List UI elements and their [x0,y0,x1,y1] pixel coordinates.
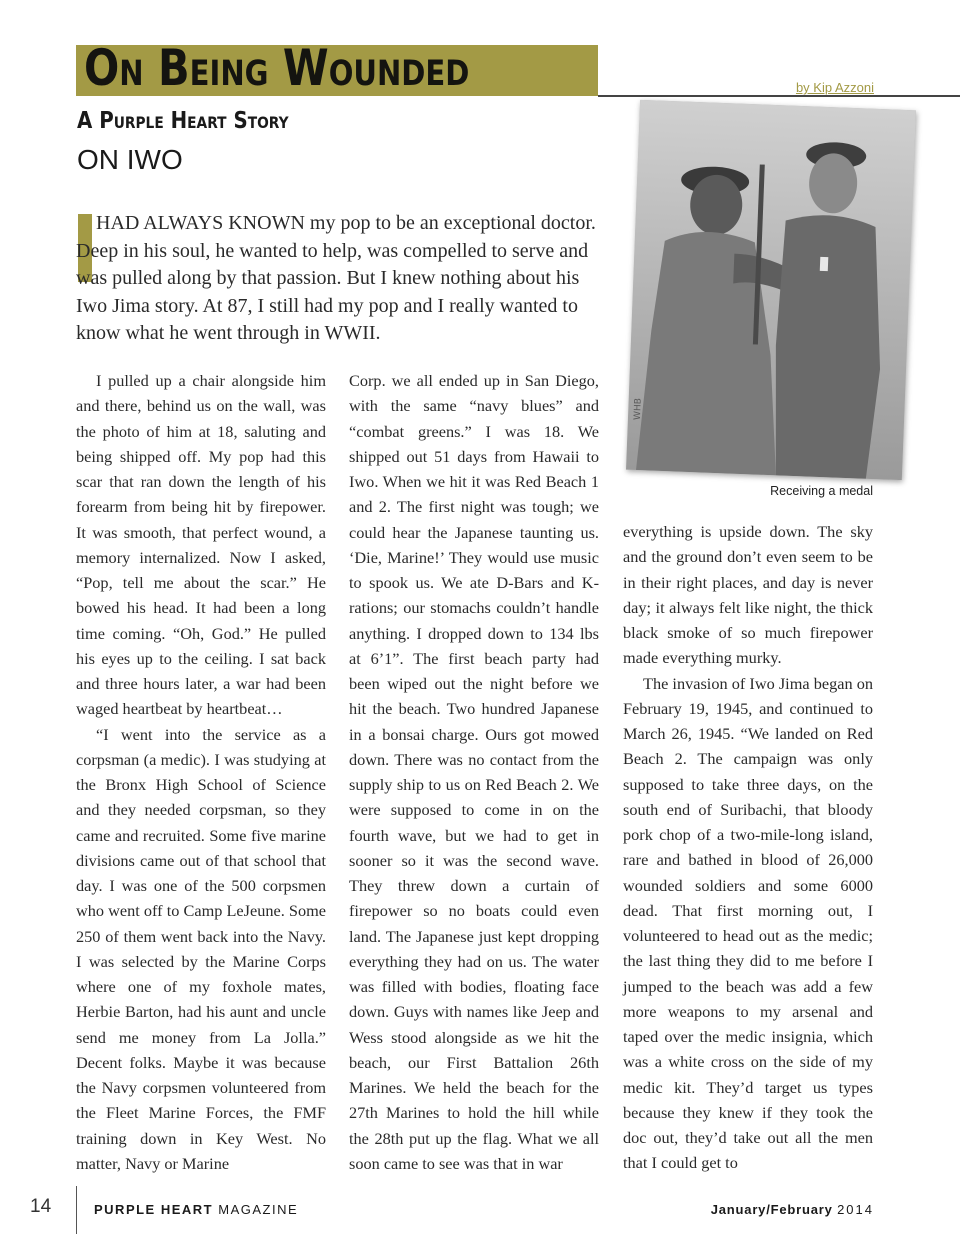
column-3-paragraph-1: everything is upside down. The sky and the ground don’t even seem to be in their right places, and day is never day; it always felt like night, the thick black smoke of so much firepower made everything murky. [623,522,873,668]
article-subtitle-location: ON IWO [77,144,183,175]
footer-publication [94,1202,394,1217]
column-3-paragraph-2: The invasion of Iwo Jima began on February 19, 1945, and continued to March 26, 1945. “We landed on Red Beach 2. The campaign was only supposed to take three days, on the south end of Suribachi, that bloody pork chop of a two-mile-long island, rare and bathed in blood of 26,000 wounded soldiers and some 6000 dead. That first morning out, I volunteered to head out as the medic; the last thing they did to me before I jumped to the beach was add a few more weapons to my arsenal and taped over the medic insignia, which was a white cross on the side of my medic kit. They’d target us types because they knew if they took the doc out, they’d take out all the men that I could get to [623,673,873,1173]
footer-issue-months: January/February [710,1202,833,1217]
medal-photo-illustration [626,100,916,480]
column-2-paragraph-1: Corp. we all ended up in San Diego, with the same “navy blues” and “combat greens.” I was 18. We shipped out 51 days from Hawaii to Iwo. When we hit it was Red Beach 1 and 2. The first night was tough; we could hear the Japanese taunting us. ‘Die, Marine!’ They would use music to spook us. We ate D-Bars and K-rations; our stomachs couldn’t handle anything. I dropped down to 134 lbs at 6’1”. The first beach party had been wiped out the night before we hit the beach. Two hundred Japanese in a bonsai charge. Ours got mowed down. There was no contact from the supply ship to us on Red Beach 2. We were supposed to come in on the fourth wave, but we had to get in sooner so it was the second wave. They threw down a curtain of firepower so no boats could even land. The Japanese just kept dropping everything they had on us. The water was filled with bodies, floating face down. Guys with names like Jeep and Wess stood alongside as we hit the beach, our First Battalion 26th Marines. We held the beach for the 27th Marines to hold the hill while the 28th put up the flag. What we all soon came to see was that in war [349,371,599,1173]
footer-publication-type: MAGAZINE [218,1202,299,1217]
column-2 [349,368,599,1176]
byline: by Kip Azzoni [795,80,874,95]
article-title: On Being Wounded [84,39,470,97]
column-1-paragraph-2: “I went into the service as a corpsman (a medic). I was studying at the Bronx High School of Science and they needed corpsman, so they came and recruited. Some five marine divisions came out of that school that day. I was one of the 500 corpsmen who went off to Camp LeJeune. Some 250 of them went back into the Navy. I was selected by the Marine Corps where one of my foxhole mates, Herbie Barton, had his aunt and uncle send me money from La Jolla.” Decent folks. Maybe it was because the Navy corpsmen volunteered from the Fleet Marine Forces, the FMF training down in Key West. No matter, Navy or Marine [76,724,326,1173]
lead-text: HAD ALWAYS KNOWN my pop to be an exceptional doctor. Deep in his soul, he wanted to help, was compelled to serve and was pulled along by that passion. But I knew nothing about his Iwo Jima story. At 87, I still had my pop and I really wanted to know what he went through in WWII. [76,212,596,345]
footer-rule [76,1186,77,1234]
title-rule [598,95,960,97]
column-3 [623,519,873,1176]
footer-publication-name: PURPLE HEART [94,1202,214,1217]
column-1 [76,368,326,1176]
page-number: 14 [30,1196,52,1217]
lead-paragraph [76,210,598,348]
column-1-paragraph-1: I pulled up a chair alongside him and there, behind us on the wall, was the photo of him at 18, saluting and being shipped off. My pop had this scar that ran down the length of his forearm from being hit by firepower. It was smooth, that perfect wound, a memory internalized. Now I asked, “Pop, tell me about the scar.” He bowed his head. It had been a long time coming. “Oh, God.” He pulled his eyes up to the ceiling. I sat back and three hours later, a war had been waged heartbeat by heartbeat… [76,371,326,719]
medal-photo [626,100,916,480]
photo-caption: Receiving a medal [770,484,873,498]
svg-text:WHB: WHB [632,397,644,421]
footer-issue-year: 2014 [837,1202,874,1217]
footer-issue-date [640,1202,874,1217]
article-subtitle: A Purple Heart Story [77,108,289,134]
